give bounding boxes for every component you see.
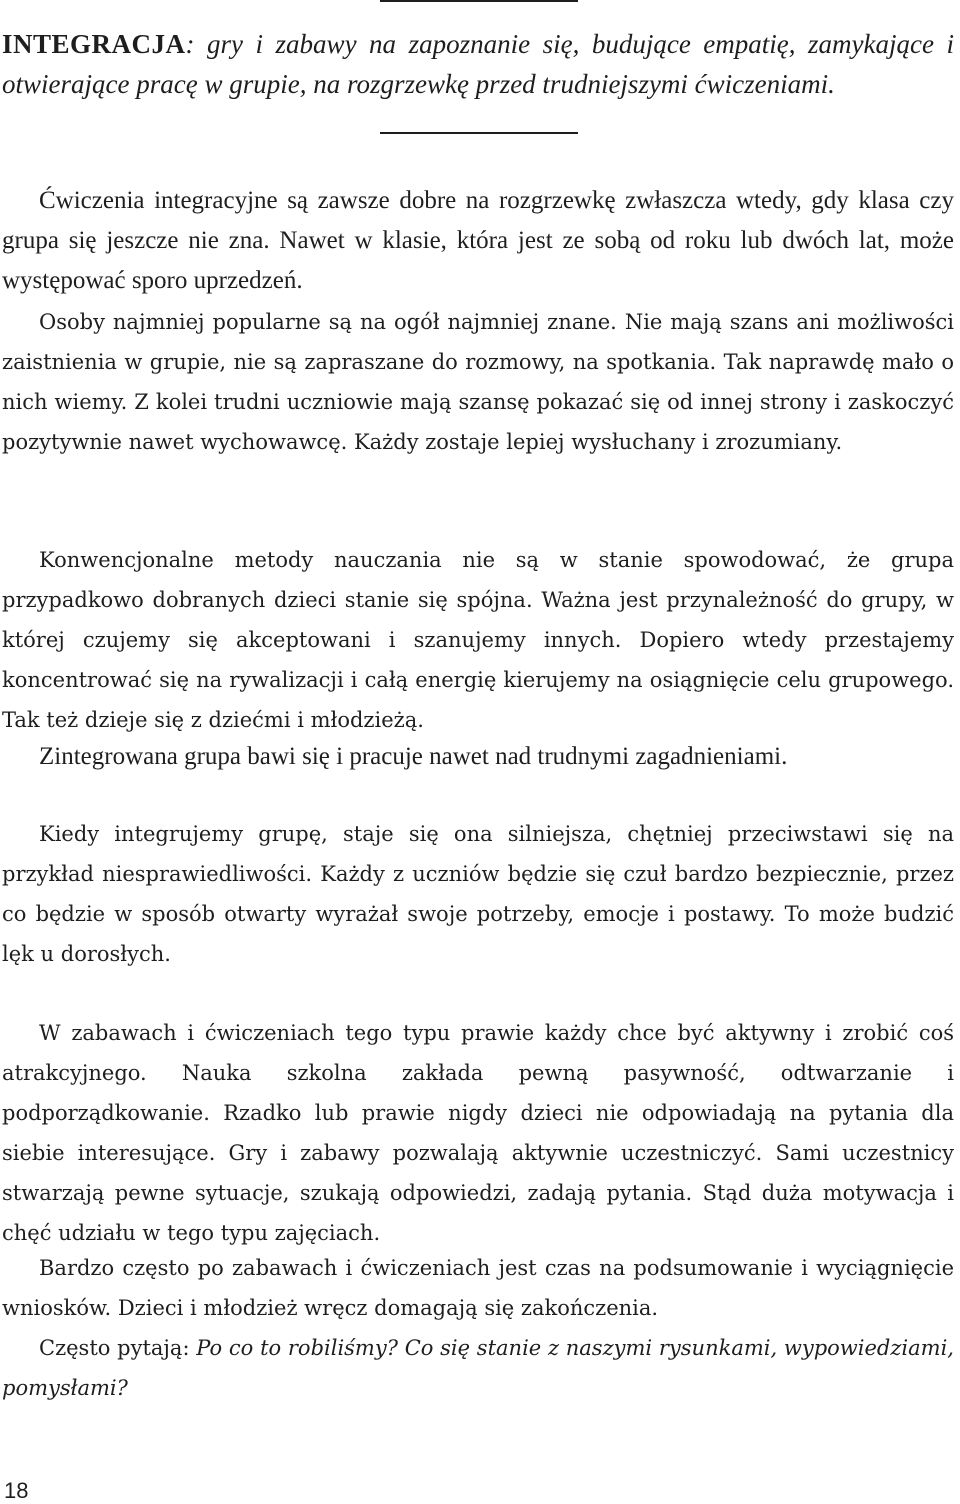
- top-rule: [380, 0, 578, 2]
- section-heading: [2, 24, 954, 104]
- paragraph-4c: [2, 1328, 954, 1408]
- heading-description: gry i zabawy na zapoznanie się, budujące empatię, zamykające i otwierające pracę w grupie, na rozgrzewkę przed trudniejszymi ćwiczeniami.: [2, 29, 954, 99]
- section-divider: [380, 132, 578, 134]
- paragraph-4b: Bardzo często po zabawach i ćwiczeniach jest czas na podsumowanie i wyciągnięcie wniosków. Dzieci i młodzież wręcz domagają się zakończenia.: [2, 1256, 954, 1320]
- paragraph-3: Kiedy integrujemy grupę, staje się ona silniejsza, chętniej przeciwstawi się na przykład niesprawiedliwości. Każdy z uczniów będzie się czuł bardzo bezpiecznie, przez co będzie w sposób otwarty wyrażał swoje potrzeby, emocje i postawy. To może budzić lęk u dorosłych.: [2, 822, 954, 966]
- paragraph-2a: Konwencjonalne metody nauczania nie są w stanie spowodować, że grupa przypadkowo dobranych dzieci stanie się spójna. Ważna jest przynależność do grupy, w której czujemy się akceptowani i szanujemy innych. Dopiero wtedy przestajemy koncentrować się na rywalizacji i całą energię kierujemy na osiągnięcie celu grupowego. Tak też dzieje się z dziećmi i młodzieżą.: [2, 548, 954, 732]
- paragraph-4a: W zabawach i ćwiczeniach tego typu prawie każdy chce być aktywny i zrobić coś atrakcyjnego. Nauka szkolna zakłada pewną pasywność, odtwarzanie i podporządkowanie. Rzadko lub prawie nigdy dzieci nie odpowiadają na pytania dla siebie interesujące. Gry i zabawy pozwalają aktywnie uczestniczyć. Sami uczestnicy stwarzają pewne sytuacje, szukają odpowiedzi, zadają pytania. Stąd duża motywacja i chęć udziału w tego typu zajęciach.: [2, 1021, 954, 1245]
- paragraph-1a: Ćwiczenia integracyjne są zawsze dobre na rozgrzewkę zwłaszcza wtedy, gdy klasa czy grupa się jeszcze nie zna. Nawet w klasie, która jest ze sobą od roku lub dwóch lat, może występować sporo uprzedzeń.: [2, 187, 954, 294]
- paragraph-2b: Zintegrowana grupa bawi się i pracuje nawet nad trudnymi zagadnieniami.: [39, 743, 788, 770]
- question-quote: Po co to robiliśmy? Co się stanie z naszymi rysunkami, wypowiedziami, pomysłami?: [2, 1336, 954, 1400]
- heading-keyword: INTEGRACJA: [2, 29, 186, 59]
- page-number: 18: [4, 1478, 29, 1503]
- question-lead: Często pytają:: [39, 1336, 197, 1360]
- heading-colon: :: [185, 29, 195, 59]
- paragraph-1b: Osoby najmniej popularne są na ogół najmniej znane. Nie mają szans ani możliwości zaistnienia w grupie, nie są zapraszane do rozmowy, na spotkania. Tak naprawdę mało o nich wiemy. Z kolei trudni uczniowie mają szansę pokazać się od innej strony i zaskoczyć pozytywnie nawet wychowawcę. Każdy zostaje lepiej wysłuchany i zrozumiany.: [2, 310, 954, 454]
